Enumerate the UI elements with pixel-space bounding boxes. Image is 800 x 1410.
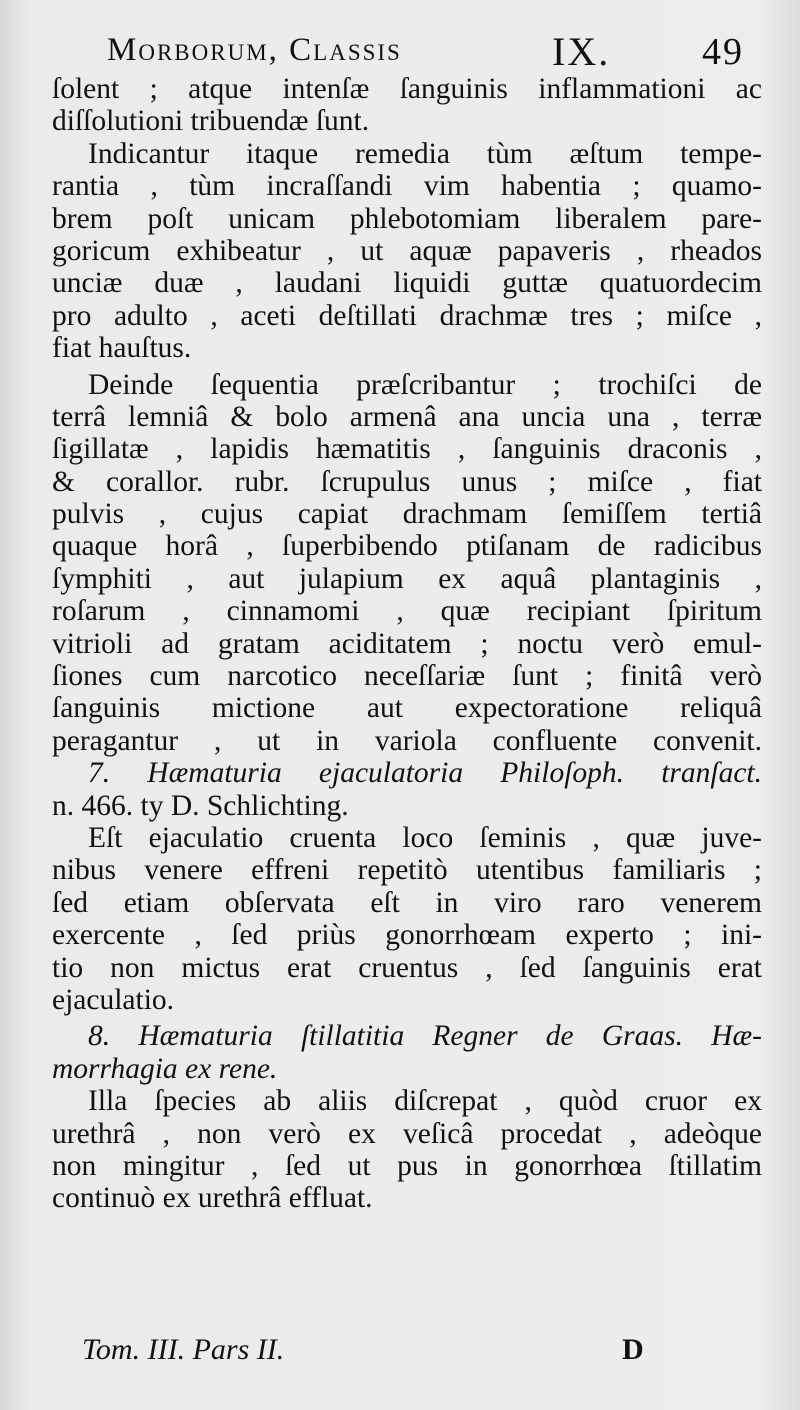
page-number: 49 (702, 31, 744, 73)
text-line: Indicantur itaque remedia tùm æſtum tempe- (88, 137, 762, 170)
text-line: unciæ duæ , laudani liquidi guttæ quatuordecim (52, 267, 762, 300)
section-heading-8: 8. Hæmaturia ſtillatitia Regner de Graas. Hæ- (88, 1020, 762, 1053)
text-line: exercente , ſed priùs gonorrhœam experto ; ini- (52, 919, 762, 952)
text-line: brem poſt unicam phlebotomiam liberalem pare- (52, 202, 762, 235)
text-line: vitrioli ad gratam aciditatem ; noctu verò emul- (52, 627, 762, 660)
body-text (52, 73, 762, 1215)
text-line: ſigillatæ , lapidis hæmatitis , ſanguinis draconis , (52, 433, 762, 466)
text-line: Eſt ejaculatio cruenta loco ſeminis , quæ juve- (88, 821, 762, 854)
volume-label: Tom. III. Pars II. (82, 1333, 285, 1366)
text-line: non mingitur , ſed ut pus in gonorrhœa ſtillatim (52, 1149, 762, 1182)
text-line: peragantur , ut in variola confluente convenit. (52, 724, 762, 757)
text-line: fiat hauſtus. (52, 332, 192, 365)
text-line: terrâ lemniâ & bolo armenâ ana uncia una , terræ (52, 400, 762, 433)
text-line: n. 466. ty D. Schlichting. (52, 789, 349, 822)
text-line: roſarum , cinnamomi , quæ recipiant ſpiritum (52, 595, 762, 628)
text-line: urethrâ , non verò ex veſicâ procedat , adeòque (52, 1117, 762, 1150)
text-line: Illa ſpecies ab aliis diſcrepat , quòd cruor ex (88, 1085, 762, 1118)
signature-mark: D (622, 1333, 644, 1366)
text-line: pro adulto , aceti deſtillati drachmæ tres ; miſce , (52, 299, 762, 332)
text-line: ſymphiti , aut julapium ex aquâ plantaginis , (52, 562, 762, 595)
text-line: rantia , tùm incraſſandi vim habentia ; quamo- (52, 170, 762, 203)
text-line: ſolent ; atque intenſæ ſanguinis inflammationi ac (52, 73, 762, 105)
text-line: nibus venere effreni repetitò utentibus familiaris ; (52, 854, 762, 887)
text-line: quaque horâ , ſuperbibendo ptiſanam de radicibus (52, 530, 762, 563)
text-line: Deinde ſequentia præſcribantur ; trochiſci de (88, 368, 762, 401)
text-line: goricum exhibeatur , ut aquæ papaveris , rheados (52, 234, 762, 267)
text-line: ejaculatio. (52, 983, 175, 1016)
text-line: pulvis , cujus capiat drachmam ſemiſſem tertiâ (52, 498, 762, 531)
text-line: & corallor. rubr. ſcrupulus unus ; miſce , fiat (52, 465, 762, 498)
text-line: ſanguinis mictione aut expectoratione reliquâ (52, 692, 762, 725)
text-line: diſſolutioni tribuendæ ſunt. (52, 105, 370, 138)
section-heading-7: 7. Hæmaturia ejaculatoria Philoſoph. tranſact. (88, 757, 762, 790)
running-title: Morborum, Classis (107, 32, 402, 68)
page-footer (82, 1333, 672, 1373)
text-line: morrhagia ex rene. (52, 1052, 278, 1085)
text-line: continuò ex urethrâ effluat. (52, 1182, 373, 1215)
text-line: tio non mictus erat cruentus , ſed ſanguinis erat (52, 951, 762, 984)
text-line: ſed etiam obſervata eſt in viro raro venerem (52, 886, 762, 919)
class-numeral: IX. (552, 29, 611, 74)
text-line: ſiones cum narcotico neceſſariæ ſunt ; finitâ verò (52, 660, 762, 693)
